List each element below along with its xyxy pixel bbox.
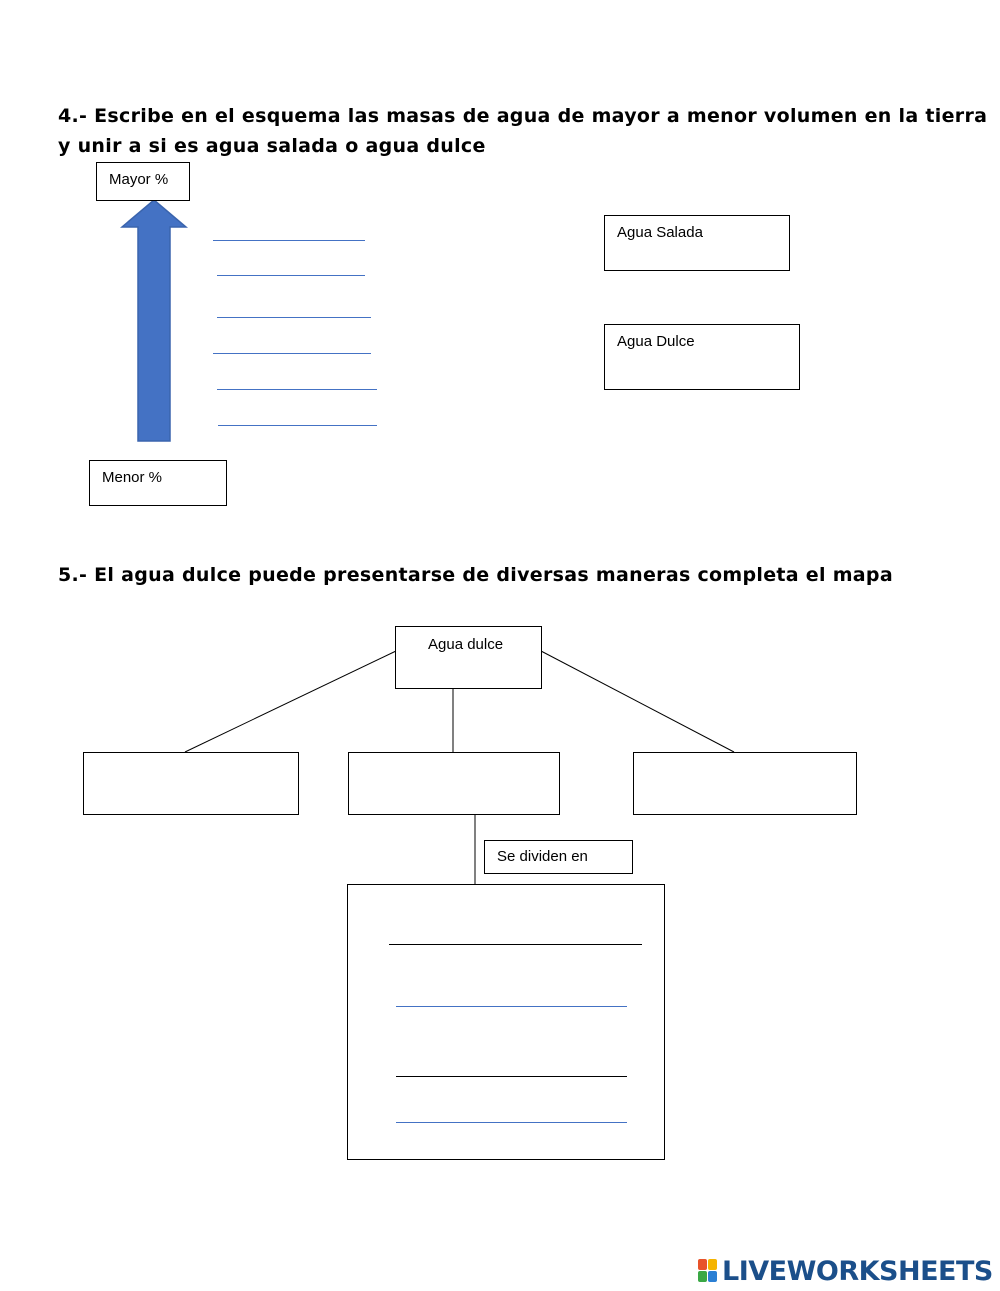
divide-label: Se dividen en [497,848,588,865]
agua-dulce-label: Agua Dulce [617,333,695,350]
question-5-title: 5.- El agua dulce puede presentarse de diversas maneras completa el mapa [58,564,893,586]
divide-label-box [484,840,633,874]
brand-name: LIVEWORKSHEETS [722,1255,993,1287]
question-4-title-line-2: y unir a si es agua salada o agua dulce [58,135,486,157]
subdivision-box [347,884,665,1160]
subdivision-line-4[interactable] [396,1122,627,1123]
agua-salada-label: Agua Salada [617,224,703,241]
concept-root-label: Agua dulce [428,636,504,653]
concept-root-box [395,626,542,689]
question-4-title-line-1: 4.- Escribe en el esquema las masas de agua de mayor a menor volumen en la tierra [58,105,988,127]
concept-answer-box-right[interactable] [633,752,857,815]
concept-answer-box-center[interactable] [348,752,560,815]
menor-label: Menor % [102,469,163,486]
subdivision-line-2[interactable] [396,1006,627,1007]
concept-answer-box-left[interactable] [83,752,299,815]
liveworksheets-logo [698,1254,993,1288]
subdivision-line-1[interactable] [389,944,642,945]
mayor-label: Mayor % [109,171,169,188]
subdivision-line-3[interactable] [396,1076,627,1077]
liveworksheets-logo-icon [698,1259,718,1283]
